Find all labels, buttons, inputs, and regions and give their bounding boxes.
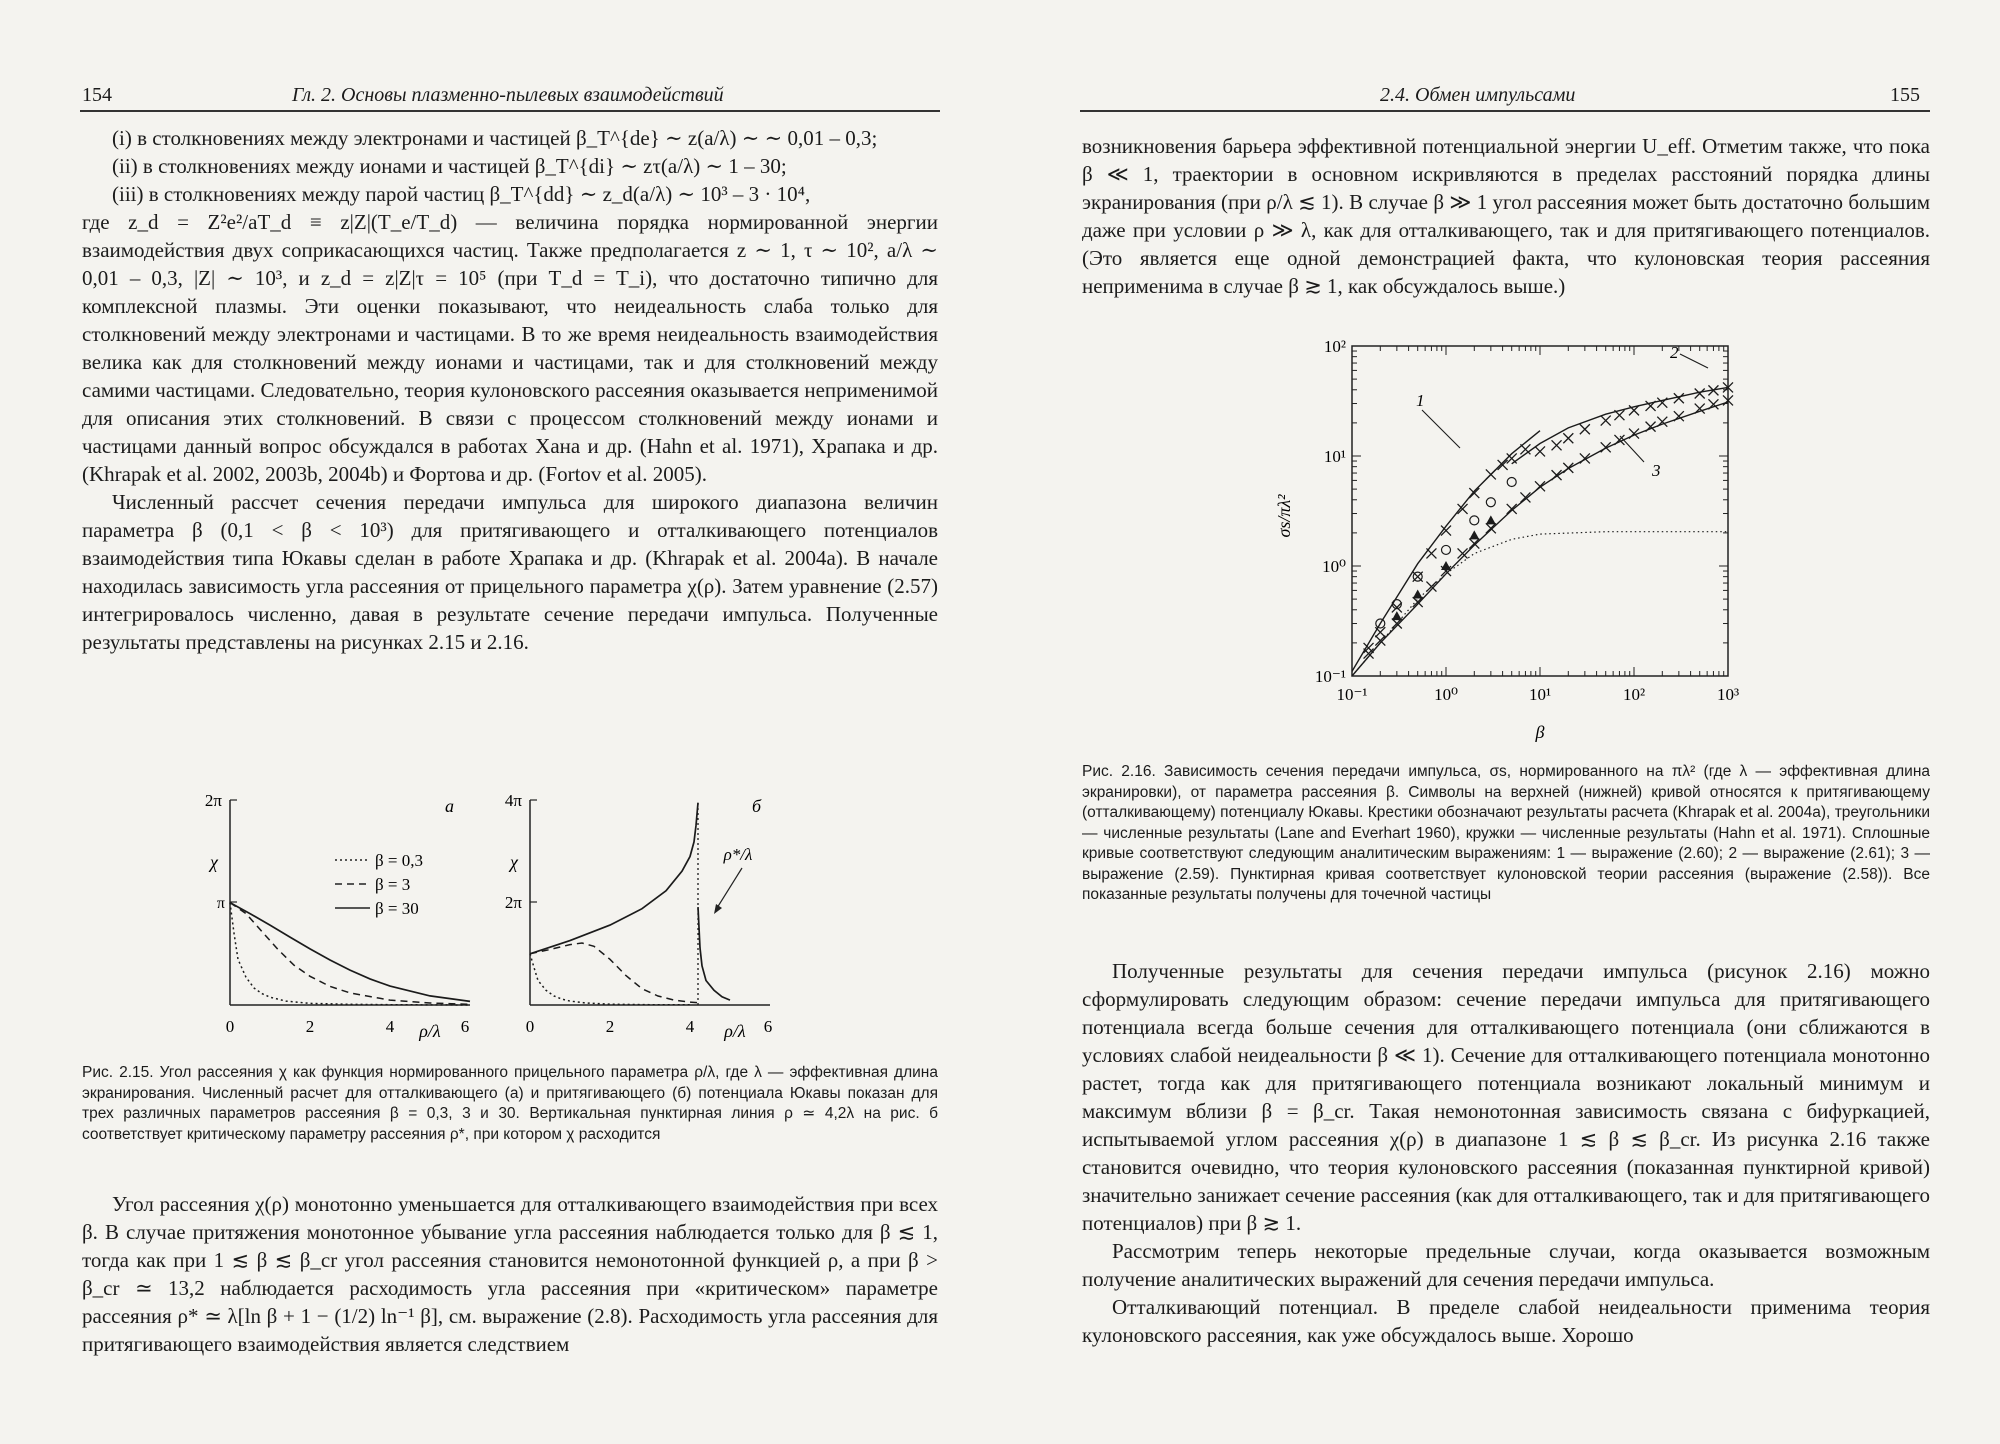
fig216-marker-triangle <box>1392 611 1402 620</box>
fig216-curve <box>1352 532 1728 676</box>
right-top-text <box>1082 132 1930 332</box>
fig216-marker-cross <box>1552 470 1562 480</box>
fig216-curve <box>1352 431 1540 672</box>
fig216-marker-cross <box>1695 404 1705 414</box>
panel-a-xtick: 2 <box>305 1017 315 1036</box>
fig216-marker-cross <box>1375 636 1385 646</box>
fig216-marker-cross <box>1535 481 1545 491</box>
fig215-panel-b <box>505 791 772 1041</box>
fig216-marker-triangle <box>1441 561 1451 570</box>
legend-beta-0-3: β = 0,3 <box>375 851 423 870</box>
fig216-ytick: 10² <box>1323 337 1346 356</box>
fig216-marker-cross <box>1580 424 1590 434</box>
figure-2-15 <box>190 780 810 1060</box>
fig216-marker-cross <box>1375 627 1385 637</box>
curve-label-leader <box>1422 410 1460 448</box>
fig216-marker-cross <box>1507 504 1517 514</box>
panel-b-xtick: 4 <box>685 1017 695 1036</box>
fig216-marker-cross <box>1486 523 1496 533</box>
figure-2-16 <box>1270 336 1750 756</box>
fig216-xlabel: β <box>1535 722 1545 742</box>
left-para: (ii) в столкновениях между ионами и частицей β_T^{di} ∼ zτ(a/λ) ∼ 1 – 30; <box>112 154 787 178</box>
fig216-plot <box>1274 337 1739 742</box>
curve-label-leader <box>1680 354 1708 368</box>
left-para: где z_d = Z²e²/aT_d ≡ z|Z|(T_e/T_d) — величина порядка нормированной энергии взаимодействия двух соприкасающихся частиц. Также предполагается z ∼ 1, τ ∼ 10², a/λ ∼ 0,01 – 0,3, |Z| ∼ 10³, и z_d = z|Z|τ = 10⁵ (при T_d = T_i), что достаточно типично для комплексной плазмы. Эти оценки показывают, что неидеальность слаба только для столкновений между электронами и частицами. В то же время неидеальность взаимодействия велика как для столкновений между ионами и частицами, так и для столкновений между самими частицами. Следовательно, теория кулоновского рассеяния оказывается неприменимой для описания этих столкновений. В связи с процессом столкновений между ионами и частицами данный вопрос обсуждался в работах Хана и др. (Hahn et al. 1971), Храпака и др. (Khrapak et al. 2002, 2003b, 2004b) и Фортова и др. (Fortov et al. 2005). <box>82 210 938 486</box>
fig216-xtick: 10⁰ <box>1434 685 1458 704</box>
fig216-marker-triangle <box>1413 590 1423 599</box>
fig216-marker-cross <box>1657 417 1667 427</box>
fig215-caption: Рис. 2.15. Угол рассеяния χ как функция нормированного прицельного параметра ρ/λ, где λ — эффективная длина экранирования. Численный расчет для отталкивающего (а) и притягивающего (б) потенциала Юкавы показан для трех различных параметров рассеяния β = 0,3, 3 и 30. Вертикальная пунктирная линия ρ ≃ 4,2λ на рис. б соответствует критическому параметру рассеяния ρ*, при котором χ расходится <box>82 1064 938 1143</box>
legend-beta-30: β = 30 <box>375 899 419 918</box>
panel-b-xtick: 0 <box>525 1017 535 1036</box>
left-para: Угол рассеяния χ(ρ) монотонно уменьшается для отталкивающего взаимодействия при всех β. В случае притяжения монотонное убывание угла рассеяния наблюдается только для β ≲ 1, тогда как при 1 ≲ β ≲ β_cr угол рассеяния становится немонотонной функцией ρ, а при β > β_cr ≃ 13,2 наблюдается расходимость угла рассеяния при «критическом» параметре рассеяния ρ* ≃ λ[ln β + 1 − (1/2) ln⁻¹ β], см. выражение (2.8). Расходимость угла рассеяния для притягивающего взаимодействия является следствием <box>82 1192 938 1356</box>
fig216-curve <box>1512 387 1728 463</box>
curve-label: 1 <box>1416 391 1425 410</box>
left-para: Численный рассчет сечения передачи импульса для широкого диапазона величин параметра β (0,1 < β < 10³) для притягивающего и отталкивающего потенциалов взаимодействия типа Юкавы сделан в работе Храпака и др. (Khrapak et al. 2004a). В начале находилась зависимость угла рассеяния от прицельного параметра χ(ρ). Затем уравнение (2.57) интегрировалось численно, давая в результате сечение передачи импульса. Полученные результаты представлены на рисунках 2.15 и 2.16. <box>82 490 938 654</box>
fig216-ytick: 10⁻¹ <box>1314 667 1346 686</box>
fig216-marker-cross <box>1535 446 1545 456</box>
right-para: Полученные результаты для сечения передачи импульса (рисунок 2.16) можно сформулировать следующим образом: сечение передачи импульса для притягивающего потенциала всегда больше сечения для отталкивающего потенциала (они сближаются в условиях слабой неидеальности β ≪ 1). Сечение для отталкивающего потенциала монотонно растет, тогда как для притягивающего потенциала возникают локальный минимум и максимум вблизи β = β_cr. Такая немонотонная зависимость связана с бифуркацией, испытываемой углом рассеяния χ(ρ) в диапазоне 1 ≲ β ≲ β_cr. Из рисунка 2.16 также становится очевидно, что теория кулоновского рассеяния (показанная пунктирной кривой) значительно занижает сечение рассеяния (как для отталкивающего, так и для притягивающего потенциалов) при β ≳ 1. <box>1082 959 1930 1235</box>
panel-a-xtick: 6 <box>460 1017 470 1036</box>
fig216-marker-cross <box>1601 416 1611 426</box>
fig216-marker-cross <box>1469 488 1479 498</box>
fig216-marker-circle <box>1442 545 1451 554</box>
fig216-marker-cross <box>1486 469 1496 479</box>
fig216-ytick: 10¹ <box>1323 447 1346 466</box>
fig216-marker-cross <box>1520 444 1530 454</box>
series-line <box>530 803 698 954</box>
panel-a-ytick-top: 2π <box>204 791 222 810</box>
fig216-caption: Рис. 2.16. Зависимость сечения передачи импульса, σs, нормированного на πλ² (где λ — эффективная длина экранировки), от параметра рассеяния β. Символы на верхней (нижней) кривой относятся к притягивающему (отталкивающему) потенциалу Юкавы. Крестики обозначают результаты расчета (Khrapak et al. 2004a), треугольники — численные результаты (Lane and Everhart 1960), кружки — численные результаты (Hahn et al. 1971). Сплошные кривые соответствуют следующим аналитическим выражениям: 1 — выражение (2.60); 2 — выражение (2.61); 3 — выражение (2.59). Пунктирная кривая соответствует кулоновской теории рассеяния (выражение (2.58)). Все показанные результаты получены для точечной частицы <box>1082 763 1930 903</box>
fig216-marker-cross <box>1657 398 1667 408</box>
rho-star-annotation: ρ*/λ <box>723 845 753 864</box>
series-line <box>230 903 470 1005</box>
panel-b-xlabel: ρ/λ <box>724 1021 746 1041</box>
fig216-marker-circle <box>1486 498 1495 507</box>
page-number-left: 154 <box>82 84 112 106</box>
panel-b-xtick: 2 <box>605 1017 615 1036</box>
fig216-marker-cross <box>1552 440 1562 450</box>
right-para: Отталкивающий потенциал. В пределе слабой неидеальности применима теория кулоновского рассеяния, как уже обсуждалось выше. Хорошо <box>1082 1295 1930 1347</box>
fig216-marker-circle <box>1507 478 1516 487</box>
series-line <box>230 903 470 1002</box>
fig216-marker-triangle <box>1486 515 1496 524</box>
curve-label: 2 <box>1670 343 1679 362</box>
panel-a-ylabel: χ <box>210 852 218 872</box>
fig216-marker-cross <box>1520 492 1530 502</box>
fig216-ylabel: σs/πλ² <box>1274 494 1294 538</box>
left-para: (iii) в столкновениях между парой частиц β_T^{dd} ∼ z_d(a/λ) ∼ 10³ – 3 · 10⁴, <box>112 182 811 206</box>
curve-label-leader <box>1620 436 1644 462</box>
panel-b-xtick: 6 <box>763 1017 773 1036</box>
fig216-marker-triangle <box>1469 530 1479 539</box>
left-bottom-text <box>82 1190 938 1420</box>
panel-a-xlabel: ρ/λ <box>419 1021 441 1041</box>
panel-a-xtick: 4 <box>385 1017 395 1036</box>
fig216-frame <box>1352 346 1728 676</box>
fig216-marker-cross <box>1507 453 1517 463</box>
fig216-marker-cross <box>1426 548 1436 558</box>
panel-b-ylabel: χ <box>510 852 518 872</box>
right-page <box>1000 0 2000 1444</box>
running-head-left: Гл. 2. Основы плазменно-пылевых взаимодействий <box>292 84 724 106</box>
fig216-marker-circle <box>1470 516 1479 525</box>
left-para: (i) в столкновениях между электронами и частицей β_T^{de} ∼ z(a/λ) ∼ ∼ 0,01 – 0,3; <box>112 126 878 150</box>
fig216-marker-cross <box>1563 433 1573 443</box>
right-para: возникновения барьера эффективной потенциальной энергии U_eff. Отметим также, что пока β ≪ 1, траектории в основном искривляются в пределах расстояний порядка длины экранирования (при ρ/λ ≲ 1). В случае β ≫ 1 угол рассеяния может быть достаточно большим даже при условии ρ ≫ λ, как для отталкивающего, так и для притягивающего потенциалов. (Это является еще одной демонстрацией факта, что кулоновская теория рассеяния неприменима в случае β ≳ 1, как обсуждалось выше.) <box>1082 134 1930 298</box>
curve-label: 3 <box>1652 461 1661 480</box>
series-line <box>230 903 470 1005</box>
fig216-xtick: 10² <box>1622 685 1646 704</box>
fig216-marker-cross <box>1498 460 1508 470</box>
fig216-marker-cross <box>1580 453 1590 463</box>
panel-a-xtick: 0 <box>225 1017 235 1036</box>
header-rule-right <box>1080 110 1930 112</box>
header-rule-left <box>80 110 940 112</box>
panel-b-ytick-top: 4π <box>504 791 522 810</box>
panel-a-label: а <box>445 796 454 816</box>
left-top-text <box>82 124 938 764</box>
rho-star-arrow <box>717 868 742 908</box>
panel-b-label: б <box>752 796 762 816</box>
legend-beta-3: β = 3 <box>375 875 411 894</box>
fig216-marker-cross <box>1413 597 1423 607</box>
right-bottom-text <box>1082 957 1930 1427</box>
fig216-marker-cross <box>1708 399 1718 409</box>
fig216-marker-cross <box>1614 410 1624 420</box>
fig216-xtick: 10⁻¹ <box>1336 685 1368 704</box>
page-number-right: 155 <box>1890 84 1920 106</box>
panel-b-ytick-mid: 2π <box>504 893 522 912</box>
series-line <box>530 954 690 1005</box>
right-para: Рассмотрим теперь некоторые предельные случаи, когда оказывается возможным получение аналитических выражений для сечения передачи импульса. <box>1082 1239 1930 1291</box>
series-line <box>698 907 730 1000</box>
fig216-xtick: 10¹ <box>1528 685 1552 704</box>
panel-a-ytick-mid: π <box>216 895 225 912</box>
fig216-marker-cross <box>1674 411 1684 421</box>
fig216-marker-cross <box>1563 463 1573 473</box>
fig216-ytick: 10⁰ <box>1322 557 1346 576</box>
series-line <box>530 943 698 1003</box>
fig216-xtick: 10³ <box>1716 685 1740 704</box>
fig216-marker-cross <box>1469 539 1479 549</box>
running-head-right: 2.4. Обмен импульсами <box>1380 84 1576 106</box>
fig216-marker-cross <box>1601 442 1611 452</box>
fig215-panel-a <box>205 791 470 1041</box>
